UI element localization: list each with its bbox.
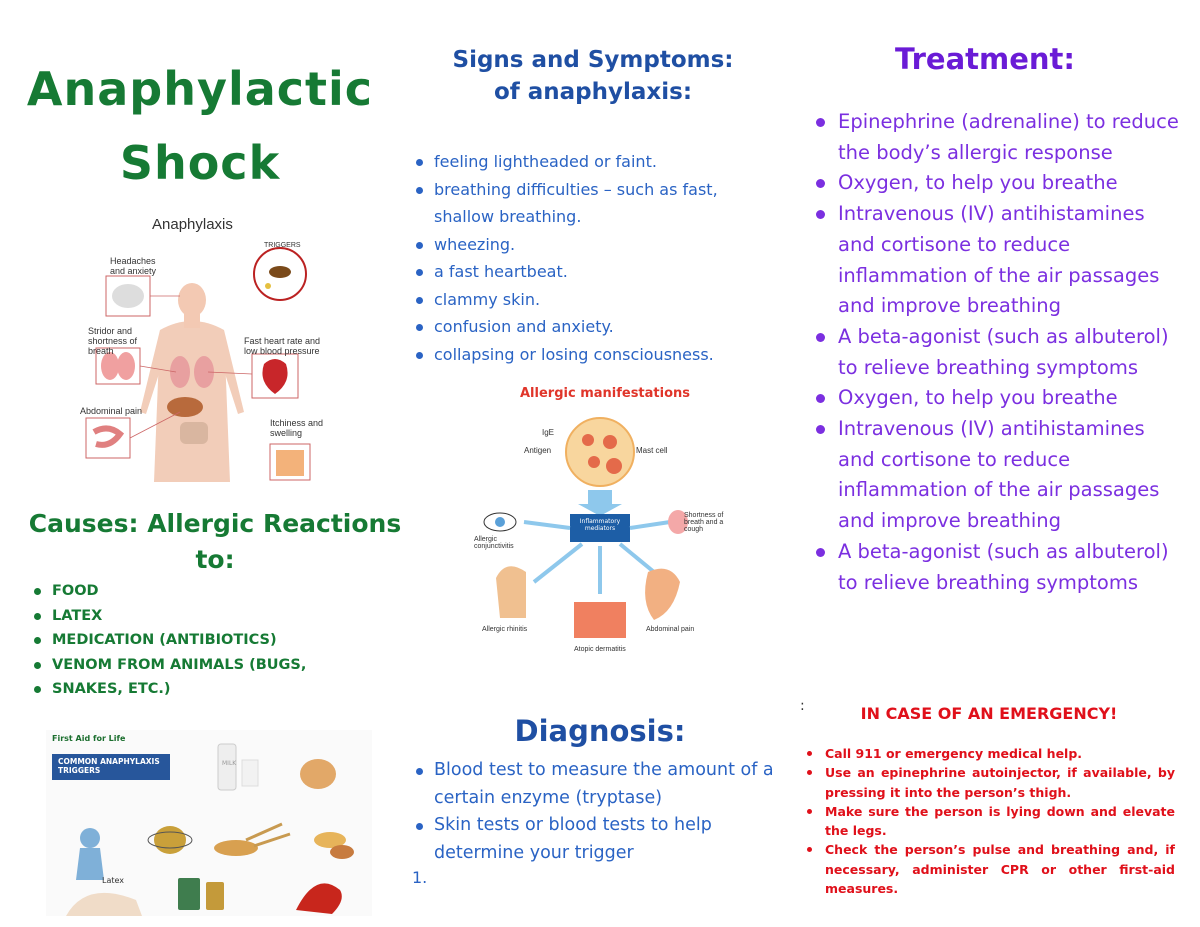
list-item: clammy skin. bbox=[408, 286, 778, 314]
causes-heading: Causes: Allergic Reactions to: bbox=[28, 509, 402, 574]
diagnosis-trailing-number: 1. bbox=[412, 868, 428, 887]
list-item: Oxygen, to help you breathe bbox=[802, 168, 1187, 199]
list-item: Epinephrine (adrenaline) to reduce the body’s allergic response bbox=[802, 107, 1187, 168]
list-item: feeling lightheaded or faint. bbox=[408, 148, 778, 176]
label-breath: Shortness of breath and a cough bbox=[684, 512, 724, 533]
label-triggers: TRIGGERS bbox=[264, 242, 301, 249]
list-item: Intravenous (IV) antihistamines and cortisone to reduce inflammation of the air passages and improve breathing bbox=[802, 199, 1187, 322]
emergency-heading: IN CASE OF AN EMERGENCY! bbox=[860, 704, 1118, 723]
list-item: Skin tests or blood tests to help determine your trigger bbox=[408, 812, 793, 867]
label-mast-cell: Mast cell bbox=[636, 446, 668, 455]
list-item: A beta-agonist (such as albuterol) to relieve breathing symptoms bbox=[802, 322, 1187, 383]
label-conjunctivitis: Allergic conjunctivitis bbox=[474, 536, 514, 550]
triggers-illustration bbox=[46, 730, 372, 916]
causes-list bbox=[26, 579, 396, 702]
label-antigen: Antigen bbox=[524, 446, 552, 455]
label-heart-rate: Fast heart rate and low blood pressure bbox=[244, 336, 321, 356]
treatment-heading: Treatment: bbox=[895, 42, 1075, 76]
list-item: wheezing. bbox=[408, 231, 778, 259]
label-dermatitis: Atopic dermatitis bbox=[574, 646, 626, 653]
list-item: FOOD bbox=[26, 579, 396, 604]
brand-logo: First Aid for Life bbox=[52, 734, 126, 743]
list-item: Check the person’s pulse and breathing and, if necessary, administer CPR or other first-aid measures. bbox=[800, 840, 1175, 898]
signs-heading-line1: Signs and Symptoms: bbox=[452, 47, 734, 73]
list-item: Blood test to measure the amount of a certain enzyme (tryptase) bbox=[408, 757, 793, 812]
list-item: Make sure the person is lying down and elevate the legs. bbox=[800, 802, 1175, 841]
label-mediators: Inflammatory mediators bbox=[579, 518, 621, 532]
list-item: collapsing or losing consciousness. bbox=[408, 341, 778, 369]
label-rhinitis: Allergic rhinitis bbox=[482, 626, 528, 633]
label-ige: IgE bbox=[542, 428, 555, 437]
signs-heading bbox=[400, 44, 786, 108]
label-headaches: Headaches and anxiety bbox=[110, 256, 157, 276]
diagnosis-list bbox=[408, 757, 793, 867]
anaphylaxis-triggers-figure bbox=[46, 730, 372, 916]
manifest-title: Allergic manifestations bbox=[520, 386, 691, 401]
page-title-line1: Anaphylactic bbox=[26, 62, 374, 116]
list-item: Call 911 or emergency medical help. bbox=[800, 744, 1175, 763]
page-title-line2: Shock bbox=[119, 136, 281, 190]
list-item: MEDICATION (ANTIBIOTICS) bbox=[26, 628, 396, 653]
label-abdominal: Abdominal pain bbox=[646, 626, 695, 633]
list-item: confusion and anxiety. bbox=[408, 313, 778, 341]
allergic-manifestations-figure bbox=[470, 382, 730, 662]
triggers-banner: COMMON ANAPHYLAXIS TRIGGERS bbox=[52, 754, 170, 780]
milk-label: MILK bbox=[222, 760, 237, 767]
anaphylaxis-anatomy-figure bbox=[80, 212, 324, 482]
list-item: SNAKES, ETC.) bbox=[26, 677, 396, 702]
emergency-list bbox=[800, 744, 1175, 898]
stray-colon: : bbox=[800, 698, 805, 714]
treatment-list bbox=[802, 107, 1187, 598]
signs-heading-line2: of anaphylaxis: bbox=[493, 79, 693, 105]
label-itchiness: Itchiness and swelling bbox=[270, 418, 324, 438]
diagnosis-heading: Diagnosis: bbox=[514, 714, 686, 748]
list-item: VENOM FROM ANIMALS (BUGS, bbox=[26, 653, 396, 678]
list-item: breathing difficulties – such as fast, shallow breathing. bbox=[408, 176, 778, 231]
signs-list bbox=[408, 148, 778, 368]
label-stridor: Stridor and shortness of breath bbox=[88, 326, 138, 356]
list-item: Use an epinephrine autoinjector, if available, by pressing it into the person’s thigh. bbox=[800, 763, 1175, 802]
list-item: a fast heartbeat. bbox=[408, 258, 778, 286]
list-item: Oxygen, to help you breathe bbox=[802, 383, 1187, 414]
list-item: Intravenous (IV) antihistamines and cortisone to reduce inflammation of the air passages and improve breathing bbox=[802, 414, 1187, 537]
list-item: A beta-agonist (such as albuterol) to relieve breathing symptoms bbox=[802, 537, 1187, 598]
label-abdominal-pain: Abdominal pain bbox=[80, 406, 143, 416]
latex-label: Latex bbox=[102, 876, 125, 885]
figure-title: Anaphylaxis bbox=[152, 216, 233, 233]
list-item: LATEX bbox=[26, 604, 396, 629]
